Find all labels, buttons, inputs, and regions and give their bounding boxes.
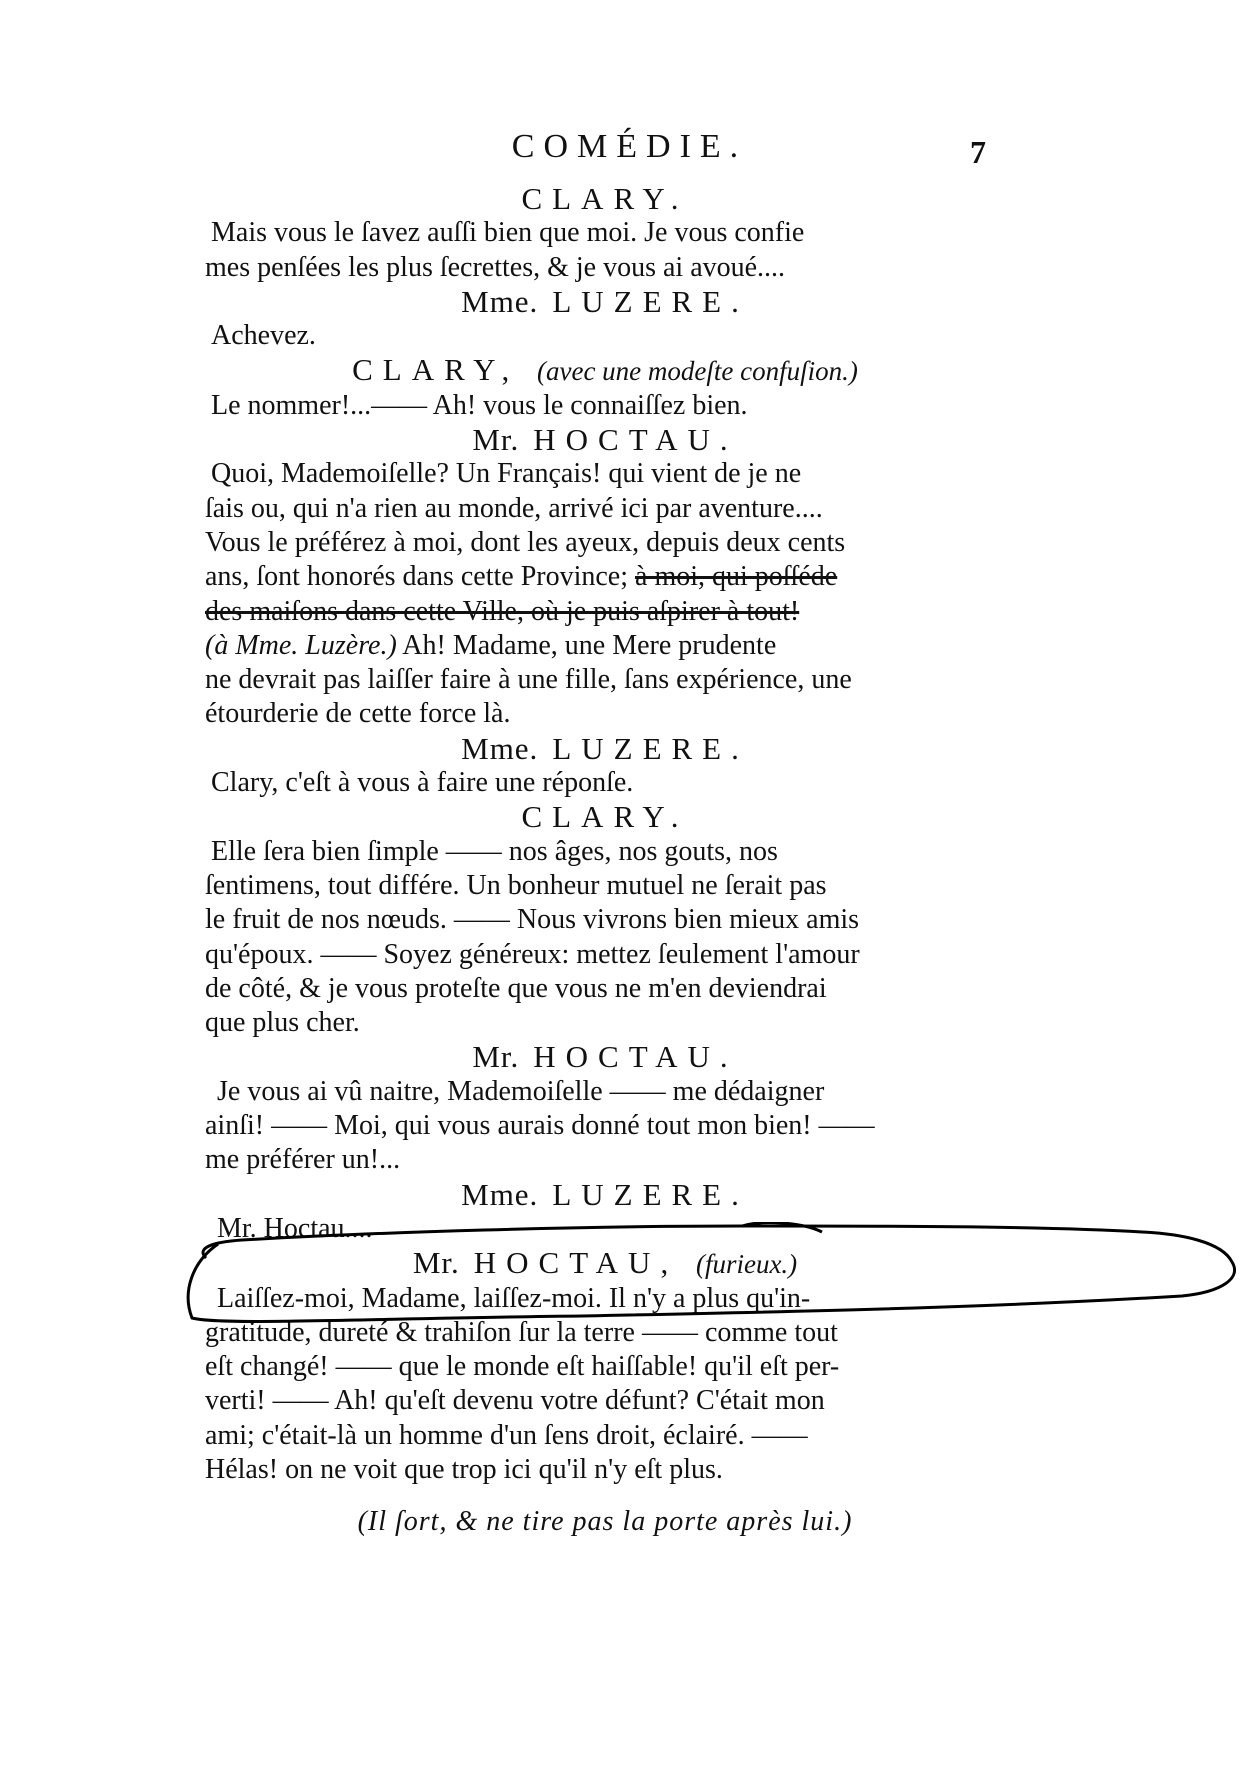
text-line: étourderie de cette force là. [205, 698, 511, 730]
text-line: ſais ou, qui n'a rien au monde, arrivé ici par aventure.... [205, 492, 823, 524]
struck-line: des maiſons dans cette Ville, où je puis aſpirer à tout! [205, 595, 800, 627]
text-line: ami; c'était-là un homme d'un ſens droit, éclairé. —— [205, 1419, 808, 1451]
text-line: gratitude, dureté & trahiſon ſur la terre —— comme tout [205, 1316, 838, 1348]
speaker-heading: Mme. LUZERE. [461, 730, 749, 766]
play-text [205, 182, 1005, 1540]
text-line: Laiſſez-moi, Madame, laiſſez-moi. Il n'y a plus qu'in- [217, 1282, 811, 1314]
text-line: Elle ſera bien ſimple —— nos âges, nos gouts, nos [211, 835, 778, 867]
text-line: mes penſées les plus ſecrettes, & je vous ai avoué.... [205, 251, 786, 283]
speaker-heading: CLARY. [521, 799, 689, 835]
speaker-heading: Mme. LUZERE. [461, 283, 749, 319]
text-line: Mais vous le ſavez auſſi bien que moi. Je vous confie [211, 217, 805, 249]
speaker-heading: Mr. HOCTAU. [472, 1039, 738, 1075]
text-line: que plus cher. [205, 1007, 360, 1039]
text-line: de côté, & je vous proteſte que vous ne m'en deviendrai [205, 972, 827, 1004]
stage-direction: (à Mme. Luzère.) [205, 629, 397, 661]
stage-direction: (avec une modeſte confuſion.) [536, 356, 858, 387]
text-line: qu'époux. —— Soyez généreux: mettez ſeulement l'amour [205, 938, 860, 970]
text-line: Le nommer!...—— Ah! vous le connaiſſez bien. [211, 389, 748, 421]
text-line: ne devrait pas laiſſer faire à une fille, ſans expérience, une [205, 664, 852, 696]
running-title: COMÉDIE. [511, 128, 748, 165]
text-line: Je vous ai vû naitre, Mademoiſelle —— me dédaigner [217, 1075, 825, 1107]
text-line: (à Mme. Luzère.) Ah! Madame, une Mere prudente [205, 629, 777, 661]
speaker-heading: Mme. LUZERE. [461, 1176, 749, 1212]
text-line: eſt changé! —— que le monde eſt haiſſable! qu'il eſt per- [205, 1351, 840, 1383]
struck-text: à moi, qui poſſéde [635, 561, 838, 593]
text-line: le fruit de nos nœuds. —— Nous vivrons bien mieux amis [205, 904, 860, 936]
text-line: Clary, c'eſt à vous à faire une réponſe. [211, 767, 634, 799]
text-line: Achevez. [211, 320, 316, 352]
text-line: me préférer un!... [205, 1144, 401, 1176]
speaker-heading: CLARY. [521, 181, 689, 216]
stage-direction: (furieux.) [695, 1249, 798, 1280]
text-line: Vous le préférez à moi, dont les ayeux, depuis deux cents [205, 526, 846, 558]
text-line: Hélas! on ne voit que trop ici qu'il n'y eſt plus. [205, 1453, 723, 1485]
speaker-heading: Mr. HOCTAU. [472, 422, 738, 458]
text-line: ainſi! —— Moi, qui vous aurais donné tout mon bien! —— [205, 1110, 875, 1142]
text-line: ſentimens, tout différe. Un bonheur mutuel ne ſerait pas [205, 869, 827, 901]
page-number: 7 [970, 134, 986, 170]
text-line: Mr. Hoctau.... [217, 1212, 373, 1244]
speaker-heading: Mr. HOCTAU, (furieux.) [412, 1245, 798, 1281]
text-line: Quoi, Mademoiſelle? Un Français! qui vient de je ne [211, 458, 802, 490]
text-line: ans, ſont honorés dans cette Province; à moi, qui poſſéde [205, 561, 838, 593]
text-line: verti! —— Ah! qu'eſt devenu votre défunt? C'était mon [205, 1385, 825, 1417]
stage-direction: (Il ſort, & ne tire pas la porte après lui.) [357, 1506, 853, 1538]
speaker-heading: CLARY, (avec une modeſte confuſion.) [352, 352, 858, 388]
page-header [0, 128, 1259, 178]
